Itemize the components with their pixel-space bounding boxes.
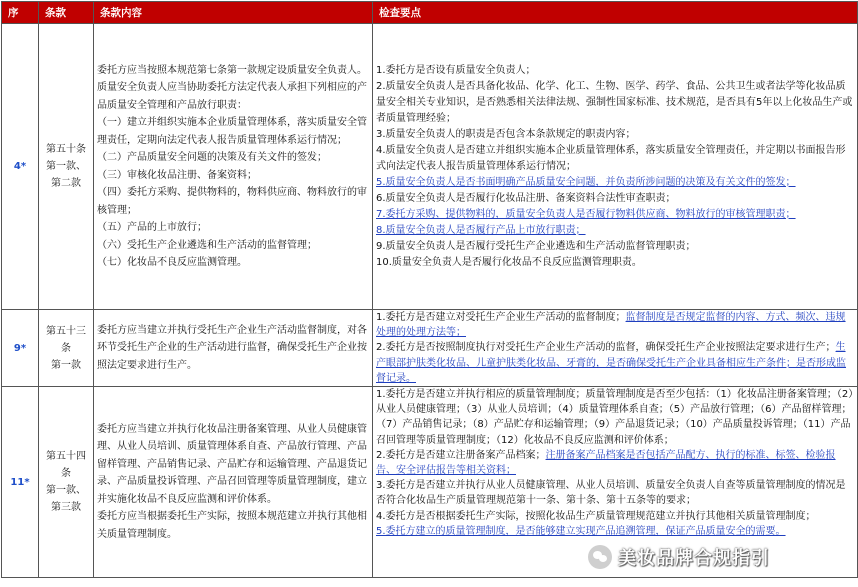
check-item: 1.委托方是否建立并执行相应的质量管理制度；质量管理制度是否至少包括：（1）化妆品注册备案管理；（2）从业人员健康管理；（3）从业人员培训；（4）质量管理体系自查；（5）产品放行管理；（6）产品留样管理；（7）产品销售记录；（8）产品贮存和运输管理；（9）产品退货记录；（10）产品质量投诉管理；（11）产品召回管理等质量管理制度；（12）化妆品不良反应监测和评价体系；: [376, 389, 854, 446]
table-header: [2, 2, 858, 24]
content-paragraph: 委托方应当按照本规范第七条第一款规定设质量安全负责人。: [97, 64, 367, 76]
check-item: 4.委托方是否根据委托生产实际，按照化妆品生产质量管理规范建立并执行其他相关质量管理制度；: [376, 510, 816, 522]
content-paragraph: （四）委托方采购、提供物料的，物料供应商、物料放行的审核管理；: [97, 187, 367, 216]
header-clause: 条款: [39, 2, 94, 24]
check-item: 9.质量安全负责人是否履行受托生产企业遴选和生产活动监督管理职责；: [376, 240, 696, 252]
content-cell: [94, 24, 373, 310]
clause-line: 第五十三: [46, 325, 86, 337]
check-cell: [373, 24, 858, 310]
check-item: 6.质量安全负责人是否履行化妆品注册、备案资料合法性审查职责；: [376, 192, 676, 204]
clause-cell: [39, 387, 94, 578]
check-item: 2.委托方是否按照制度执行对受托生产企业生产活动的监督，确保受托生产企业按照法定要求进行生产；生产眼部护肤类化妆品、儿童护肤类化妆品、牙膏的，是否确保受托生产企业具备相应生产条件；是否形成监督记录。: [376, 342, 846, 384]
content-paragraph: （一）建立并组织实施本企业质量管理体系，落实质量安全管理责任，定期向法定代表人报告质量管理体系运行情况；: [97, 117, 367, 146]
clause-line: 第五十条: [46, 144, 86, 155]
clause-line: 条: [61, 468, 71, 480]
check-item: 1.委托方是否建立对受托生产企业生产活动的监督制度；监督制度是否规定监督的内容、方式、频次、违规处理的处理方法等；: [376, 312, 846, 339]
content-paragraph: 委托方应当建立并执行化妆品注册备案管理、从业人员健康管理、从业人员培训、质量管理体系自查、产品放行管理、产品留样管理、产品销售记录、产品贮存和运输管理、产品退货记录、产品质量投诉管理、产品召回管理等质量管理制度，建立并实施化妆品不良反应监测和评价体系。: [97, 423, 367, 505]
clause-line: 第五十四: [46, 451, 86, 463]
row-number: 4*: [2, 24, 39, 310]
content-cell: [94, 310, 373, 387]
table-row: [2, 24, 858, 310]
content-cell: [94, 387, 373, 578]
check-item: 4.质量安全负责人是否建立并组织实施本企业质量管理体系，落实质量安全管理责任，并定期以书面报告形式向法定代表人报告质量管理体系运行情况；: [376, 144, 846, 172]
check-item: 5.质量安全负责人是否书面明确产品质量安全问题，并负责所涉问题的决策及有关文件的签发；: [376, 176, 796, 188]
check-item: 10.质量安全负责人是否履行化妆品不良反应监测管理职责。: [376, 256, 642, 268]
row-number: 11*: [2, 387, 39, 578]
content-paragraph: （二）产品质量安全问题的决策及有关文件的签发；: [97, 152, 327, 163]
inspection-table: [1, 1, 858, 578]
clause-line: 第一款、: [46, 161, 86, 172]
content-paragraph: 质量安全负责人应当协助委托方法定代表人承担下列相应的产品质量安全管理和产品放行职责：: [97, 82, 367, 111]
check-item: 2.质量安全负责人是否具备化妆品、化学、化工、生物、医学、药学、食品、公共卫生或者法学等化妆品质量安全相关专业知识，是否熟悉相关法律法规、强制性国家标准、技术规范，是否具有5年以上化妆品生产或者质量管理经验；: [376, 80, 853, 124]
header-check: 检查要点: [373, 2, 858, 24]
header-seq: 序: [2, 2, 39, 24]
wechat-icon: [588, 545, 612, 569]
check-item: 5.委托方建立的质量管理制度，是否能够建立实现产品追溯管理，保证产品质量安全的需要。: [376, 525, 786, 537]
content-paragraph: 委托方应当根据委托生产实际，按照本规范建立并执行其他相关质量管理制度。: [97, 511, 367, 540]
clause-cell: [39, 24, 94, 310]
content-paragraph: （六）受托生产企业遴选和生产活动的监督管理；: [97, 239, 317, 251]
content-paragraph: （七）化妆品不良反应监测管理。: [97, 257, 247, 268]
clause-line: 第三款: [51, 502, 81, 514]
row-number: 9*: [2, 310, 39, 387]
clause-line: 条: [61, 342, 71, 354]
content-paragraph: （三）审核化妆品注册、备案资料；: [97, 169, 257, 181]
check-item: 3.委托方是否建立并执行从业人员健康管理、从业人员培训、质量安全负责人自查等质量管理制度的情况是否符合化妆品生产质量管理规范第十一条、第十条、第十五条等的要求；: [376, 480, 846, 507]
header-content: 条款内容: [94, 2, 373, 24]
check-item: 7.委托方采购、提供物料的，质量安全负责人是否履行物料供应商、物料放行的审核管理职责；: [376, 208, 796, 220]
clause-line: 第一款、: [46, 485, 86, 497]
clause-line: 第一款: [51, 359, 81, 371]
check-item: 3.质量安全负责人的职责是否包含本条款规定的职责内容；: [376, 128, 636, 140]
clause-line: 第二款: [51, 178, 81, 189]
check-cell: [373, 310, 858, 387]
check-item: 2.委托方是否建立注册备案产品档案；注册备案产品档案是否包括产品配方、执行的标准、标签、检验报告、安全评估报告等相关资料；: [376, 449, 836, 477]
content-paragraph: （五）产品的上市放行；: [97, 222, 207, 233]
clause-cell: [39, 310, 94, 387]
watermark-text: 美妆品牌合规指引: [618, 548, 770, 569]
check-item: 8.质量安全负责人是否履行产品上市放行职责；: [376, 224, 586, 236]
check-item: 1.委托方是否设有质量安全负责人；: [376, 64, 536, 76]
table-row: [2, 310, 858, 387]
content-paragraph: 委托方应当建立并执行受托生产企业生产活动监督制度，对各环节受托生产企业的生产活动进行监督，确保受托生产企业按照法定要求进行生产。: [97, 324, 367, 371]
watermark: [588, 540, 853, 574]
